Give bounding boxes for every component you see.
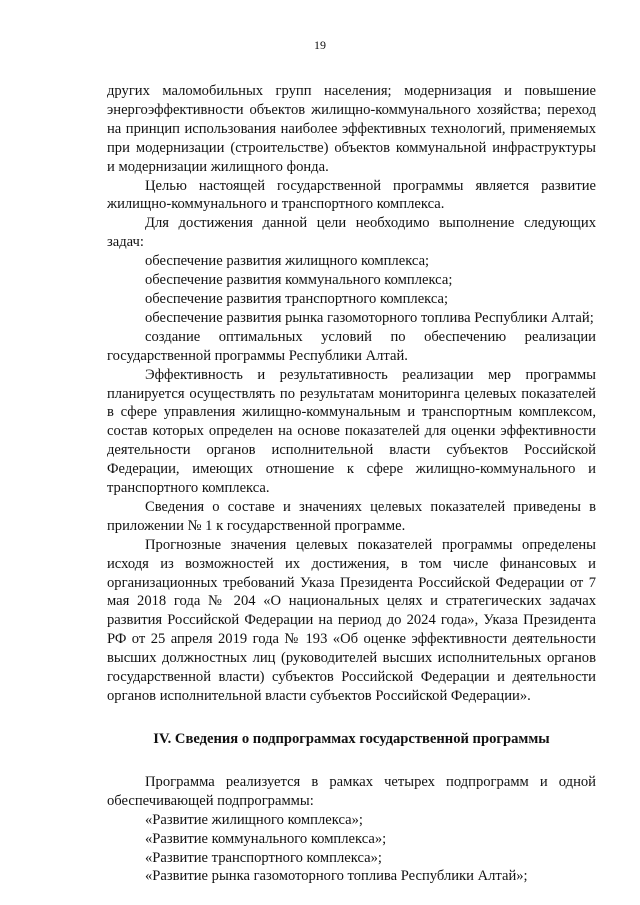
paragraph-tasks-intro: Для достижения данной цели необходимо выполнение следующих задач:	[107, 215, 596, 251]
task-item: обеспечение развития рынка газомоторного топлива Республики Алтай;	[145, 309, 594, 326]
section-heading: IV. Сведения о подпрограммах государственной программы	[153, 730, 550, 747]
page-number: 19	[314, 38, 326, 52]
subprogram-item: «Развитие коммунального комплекса»;	[145, 830, 387, 847]
subprogram-item: «Развитие рынка газомоторного топлива Республики Алтай»;	[145, 868, 528, 885]
task-item: обеспечение развития жилищного комплекса;	[145, 253, 430, 270]
subprogram-item: «Развитие жилищного комплекса»;	[145, 811, 363, 828]
paragraph-effectiveness: Эффективность и результативность реализации мер программы планируется осуществлять по результатам мониторинга целевых показателей в сфере управления жилищно-коммунальным и транспортным комплексом, состав которых определен на основе показателей для оценки эффективности деятельности органов исполнительной власти субъектов Российской Федерации, имеющих отношение к сфере жилищно-коммунального и транспортного комплекса.	[107, 366, 596, 497]
task-item: обеспечение развития транспортного комплекса;	[145, 290, 449, 307]
paragraph-section-intro: Программа реализуется в рамках четырех подпрограмм и одной обеспечивающей подпрограммы:	[107, 773, 596, 809]
paragraph-goal: Целью настоящей государственной программы является развитие жилищно-коммунального и транспортного комплекса.	[107, 177, 596, 213]
paragraph-forecast: Прогнозные значения целевых показателей программы определены исходя из возможностей их достижения, в том числе финансовых и организационных требований Указа Президента Российской Федерации от 7 мая 2018 года № 204 «О национальных целях и стратегических задачах развития Российской Федерации на период до 2024 года», Указа Президента РФ от 25 апреля 2019 года № 193 «Об оценке эффективности деятельности высших должностных лиц (руководителей высших исполнительных органов государственной власти) субъектов Российской Федерации и деятельности органов исполнительной власти субъектов Российской Федерации».	[107, 536, 596, 704]
subprogram-item: «Развитие транспортного комплекса»;	[145, 849, 382, 866]
task-item: создание оптимальных условий по обеспечению реализации государственной программы Республики Алтай.	[107, 328, 596, 364]
task-item: обеспечение развития коммунального комплекса;	[145, 272, 453, 289]
document-body	[107, 82, 596, 886]
paragraph-continuation: других маломобильных групп населения; модернизация и повышение энергоэффективности объектов жилищно-коммунального хозяйства; переход на принцип использования наиболее эффективных технологий, применяемых при модернизации (строительстве) объектов коммунальной инфраструктуры и модернизации жилищного фонда.	[107, 83, 596, 175]
paragraph-indicators: Сведения о составе и значениях целевых показателей приведены в приложении № 1 к государственной программе.	[107, 498, 596, 534]
